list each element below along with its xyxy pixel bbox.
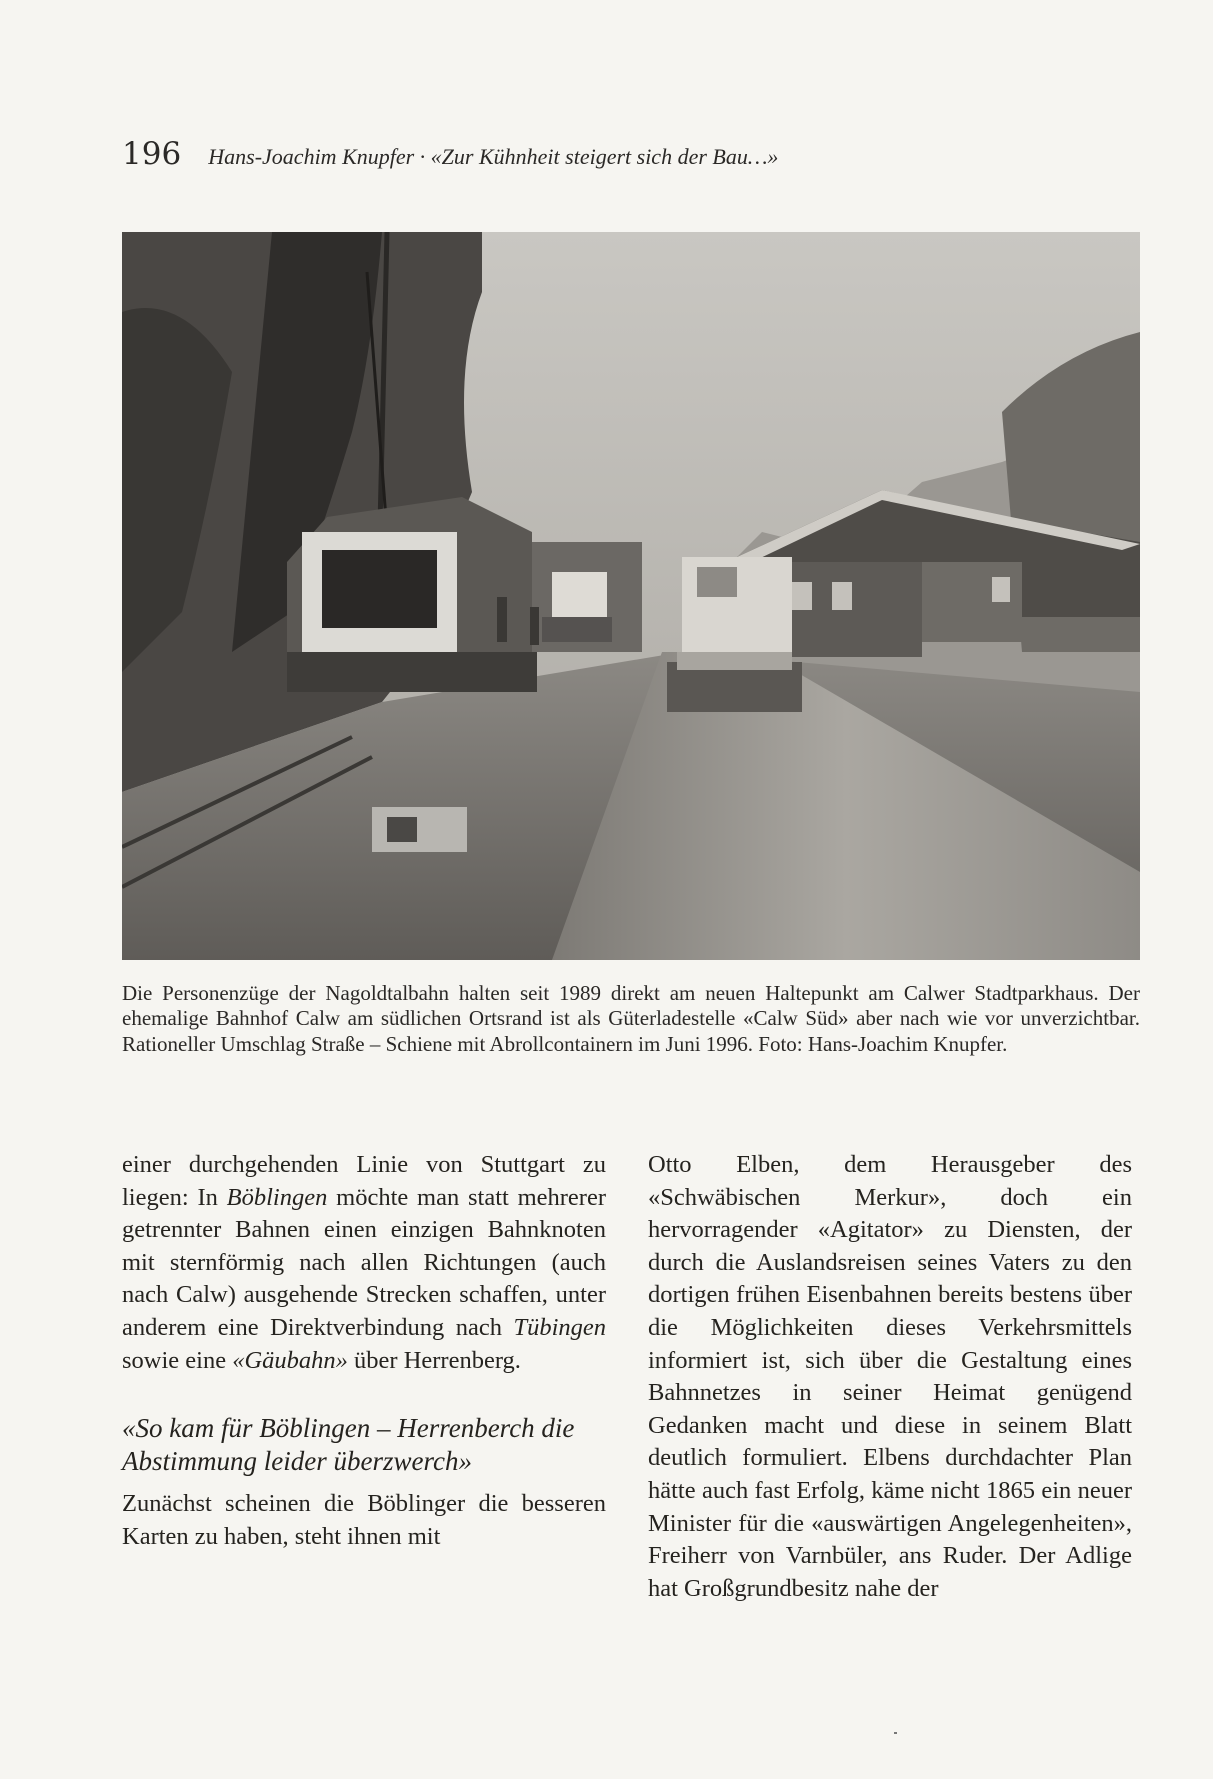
running-head: Hans-Joachim Knupfer · «Zur Kühnheit steigert sich der Bau…» — [208, 144, 779, 169]
paragraph-text: sowie eine — [122, 1346, 233, 1374]
photo-caption: Die Personenzüge der Nagoldtalbahn halten seit 1989 direkt am neuen Haltepunkt am Calwer Stadtparkhaus. Der ehemalige Bahnhof Calw am südlichen Ortsrand ist als Güterladestelle «Calw Süd» aber nach wie vor unverzichtbar. Rationeller Umschlag Straße – Schiene mit Abrollcontainern im Juni 1996. Foto: Hans-Joachim Knupfer. — [122, 981, 1140, 1056]
emphasis-tuebingen: Tübingen — [513, 1313, 606, 1341]
page-number: 196 — [122, 136, 182, 172]
photo-icon — [122, 232, 1140, 960]
photograph — [122, 232, 1140, 960]
paragraph: Zunächst scheinen die Böblinger die besseren Karten zu haben, steht ihnen mit — [122, 1490, 606, 1550]
section-heading: «So kam für Böblingen – Herrenberch die Abstimmung leider überzwerch» — [122, 1413, 575, 1477]
page-header — [122, 136, 1142, 172]
paragraph — [122, 1149, 606, 1377]
paragraph: Otto Elben, dem Herausgeber des «Schwäbischen Merkur», doch ein hervorragender «Agitator» zu Diensten, der durch die Auslandsreisen seines Vaters zu den dortigen frühen Eisenbahnen bereits bestens über die Möglichkeiten dieses Verkehrsmittels informiert ist, sich über die Gestaltung eines Bahnnetzes in seiner Heimat genügend Gedanken macht und diese in seinem Blatt deutlich formuliert. Elbens durchdachter Plan hätte auch fast Erfolg, käme nicht 1865 ein neuer Minister für die «auswärtigen Angelegenheiten», Freiherr von Varnbüler, ans Ruder. Der Adlige hat Großgrundbesitz nahe der — [648, 1151, 1132, 1602]
paragraph-text: möchte man statt mehrerer getrennter Bahnen einen einzigen Bahnknoten mit sternförmig nach allen Richtungen (auch nach Calw) ausgehende Strecken schaffen, unter anderem eine Direktverbindung nach — [122, 1183, 607, 1341]
text-column-left — [122, 1149, 606, 1553]
emphasis-boeblingen: Böblingen — [226, 1183, 328, 1211]
paper-speck — [894, 1732, 897, 1734]
paragraph-text: einer durchgehenden Linie von Stuttgart zu liegen: In — [122, 1151, 606, 1211]
emphasis-gaeubahn: «Gäubahn» — [232, 1346, 348, 1374]
text-column-right — [648, 1149, 1132, 1605]
paragraph-text: über Herrenberg. — [347, 1346, 521, 1374]
